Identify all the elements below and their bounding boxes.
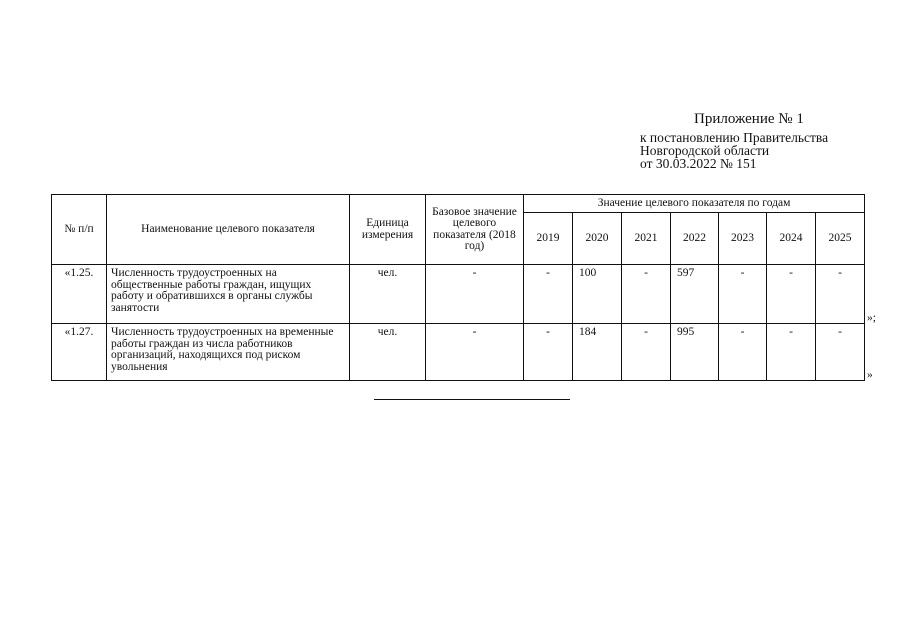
appendix-header — [640, 110, 890, 170]
year-value-cell: - — [816, 324, 865, 381]
header-base: Базовое значение целевого показателя (2018 год) — [426, 195, 524, 265]
base-value-cell: - — [426, 324, 524, 381]
header-name: Наименование целевого показателя — [107, 195, 350, 265]
header-year: 2022 — [671, 213, 719, 265]
header-year: 2019 — [524, 213, 573, 265]
indicator-name: Численность трудоустроенных на временные работы граждан из числа работников организаций, находящихся под риском увольнения — [107, 324, 350, 381]
row-number: «1.27. — [52, 324, 107, 381]
year-value-cell: - — [816, 265, 865, 324]
header-year: 2025 — [816, 213, 865, 265]
year-value-cell: - — [719, 265, 767, 324]
unit-cell: чел. — [350, 265, 426, 324]
header-unit: Единица измерения — [350, 195, 426, 265]
end-divider-line — [374, 399, 570, 400]
year-value-cell: - — [524, 324, 573, 381]
indicator-table — [51, 194, 865, 381]
header-years-group: Значение целевого показателя по годам — [524, 195, 865, 213]
year-value-cell: 184 — [573, 324, 622, 381]
year-value-cell: - — [767, 265, 816, 324]
year-value-cell: - — [622, 265, 671, 324]
appendix-region-line: Новгородской области — [640, 143, 770, 158]
header-year: 2023 — [719, 213, 767, 265]
year-value-cell: - — [622, 324, 671, 381]
closing-quote-semicolon: »; — [867, 312, 876, 324]
indicator-name: Численность трудоустроенных на общественные работы граждан, ищущих работу и обратившихся в органы службы занятости — [107, 265, 350, 324]
base-value-cell: - — [426, 265, 524, 324]
header-year: 2024 — [767, 213, 816, 265]
closing-quote: » — [867, 369, 873, 381]
appendix-title: Приложение № 1 — [694, 111, 804, 127]
row-number: «1.25. — [52, 265, 107, 324]
year-value-cell: 597 — [671, 265, 719, 324]
appendix-date-line: от 30.03.2022 № 151 — [640, 156, 757, 171]
year-value-cell: 100 — [573, 265, 622, 324]
appendix-decree-line: к постановлению Правительства — [640, 130, 829, 145]
year-value-cell: - — [719, 324, 767, 381]
table-row — [52, 324, 865, 381]
header-year: 2021 — [622, 213, 671, 265]
year-value-cell: 995 — [671, 324, 719, 381]
year-value-cell: - — [767, 324, 816, 381]
header-no: № п/п — [52, 195, 107, 265]
unit-cell: чел. — [350, 324, 426, 381]
year-value-cell: - — [524, 265, 573, 324]
table-row — [52, 265, 865, 324]
header-year: 2020 — [573, 213, 622, 265]
